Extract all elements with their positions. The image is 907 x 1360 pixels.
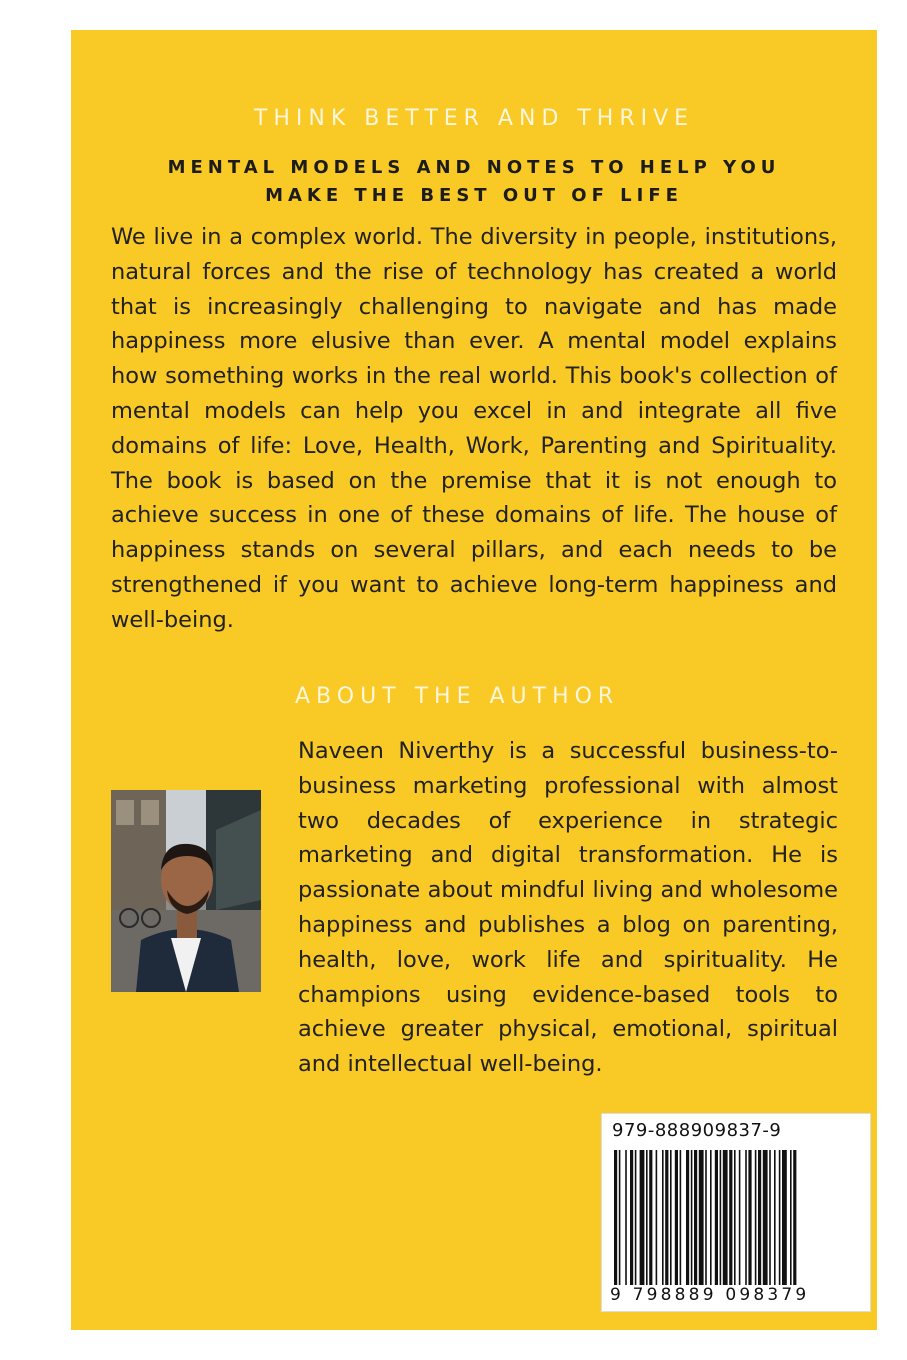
- barcode-bar: [675, 1150, 678, 1290]
- isbn-barcode: [601, 1113, 871, 1312]
- barcode-bar: [670, 1150, 672, 1290]
- barcode-bar: [758, 1150, 761, 1290]
- barcode-bar: [691, 1150, 693, 1290]
- barcode-bar: [715, 1150, 718, 1290]
- barcode-bar: [625, 1150, 627, 1290]
- barcode-bar: [720, 1150, 722, 1290]
- barcode-bar: [769, 1150, 771, 1290]
- barcode-bar: [649, 1150, 652, 1290]
- subtitle-line-1: MENTAL MODELS AND NOTES TO HELP YOU: [167, 157, 781, 178]
- barcode-bar: [734, 1150, 736, 1290]
- author-portrait-image: [111, 790, 261, 992]
- barcode-bar: [686, 1150, 689, 1290]
- back-cover: [71, 30, 877, 1330]
- isbn-number: 979-888909837-9: [612, 1120, 782, 1141]
- barcode-bar: [774, 1150, 776, 1290]
- about-author-heading: ABOUT THE AUTHOR: [295, 684, 620, 709]
- barcode-bar: [745, 1150, 747, 1290]
- isbn-digits: 9 798889 098379: [610, 1285, 810, 1305]
- barcode-bar: [723, 1150, 728, 1290]
- barcode-bar: [694, 1150, 697, 1290]
- barcode-bar: [710, 1150, 712, 1290]
- barcode-bar: [662, 1150, 664, 1290]
- barcode-bar: [739, 1150, 741, 1290]
- barcode-bars: [614, 1150, 858, 1290]
- book-blurb: We live in a complex world. The diversity in people, institutions, natural forces and the rise of technology has created a world that is increasingly challenging to navigate and has made happiness more elusive than ever. A mental model explains how something works in the real world. This book's collection of mental models can help you excel in and integrate all five domains of life: Love, Health, Work, Parenting and Spirituality. The book is based on the premise that it is not enough to achieve success in one of these domains of life. The house of happiness stands on several pillars, and each needs to be strengthened if you want to achieve long-term happiness and well-being.: [111, 224, 837, 633]
- barcode-bar: [790, 1150, 792, 1290]
- barcode-bar: [782, 1150, 787, 1290]
- barcode-bar: [640, 1150, 645, 1290]
- barcode-bar: [614, 1150, 617, 1290]
- barcode-bar: [779, 1150, 781, 1290]
- barcode-bar: [646, 1150, 648, 1290]
- barcode-bar: [635, 1150, 637, 1290]
- barcode-bar: [748, 1150, 751, 1290]
- author-photo: [111, 790, 261, 992]
- subtitle-line-2: MAKE THE BEST OUT OF LIFE: [265, 185, 683, 206]
- barcode-bar: [665, 1150, 668, 1290]
- barcode-bar: [630, 1150, 633, 1290]
- series-title: THINK BETTER AND THRIVE: [253, 106, 695, 131]
- barcode-bar: [705, 1150, 707, 1290]
- barcode-bar: [680, 1150, 682, 1290]
- barcode-bar: [699, 1150, 704, 1290]
- subtitle: [111, 154, 837, 210]
- author-bio: Naveen Niverthy is a successful business-to-business marketing professional with almost two decades of experience in strategic marketing and digital transformation. He is passionate about mindful living and wholesome happiness and publishes a blog on parenting, health, love, work life and spirituality. He champions using evidence-based tools to achieve greater physical, emotional, spiritual and intellectual well-being.: [298, 738, 838, 1078]
- barcode-bar: [763, 1150, 768, 1290]
- barcode-bar: [656, 1150, 658, 1290]
- barcode-bar: [619, 1150, 621, 1290]
- barcode-bar: [729, 1150, 732, 1290]
- barcode-bar: [793, 1150, 796, 1290]
- barcode-bar: [755, 1150, 757, 1290]
